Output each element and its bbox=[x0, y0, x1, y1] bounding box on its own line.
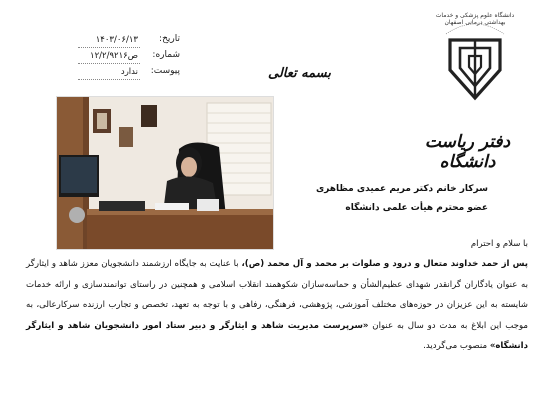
addressee-block bbox=[316, 180, 488, 218]
date-row bbox=[40, 34, 180, 50]
attachment-dotted-line bbox=[78, 79, 140, 80]
attachment-label: پیوست: bbox=[150, 66, 180, 76]
date-dotted-line bbox=[78, 47, 140, 48]
office-title: دفتر ریاست دانشگاه bbox=[424, 132, 511, 172]
number-label: شماره: bbox=[152, 50, 180, 60]
salutation: با سلام و احترام bbox=[470, 239, 528, 249]
attachment-row bbox=[40, 66, 180, 82]
number-row bbox=[40, 50, 180, 66]
besmeh-calligraphy: بسمه تعالی bbox=[268, 66, 331, 81]
logo-arc-text: دانشگاه علوم پزشکی و خدمات بهداشتی درمانی اصفهان bbox=[435, 12, 515, 26]
date-label: تاریخ: bbox=[159, 34, 180, 44]
body-text-1: با عنایت به جایگاه ارزشمند دانشجویان معزز شاهد و ایثارگر به عنوان یادگاران گرانقدر شهدای عظیم‌الشأن و حماسه‌سازان شکوهمند انقلاب اسلامی و همچنین در راستای توانمندسازی و ارائه خدمات شایسته به این عزیزان در حوزه‌های مختلف آموزشی، پژوهشی، فرهنگی، رفاهی و با توجه به تعهد، تخصص و تجارب ارزنده سرکارعالی، به موجب این ابلاغ به مدت دو سال به عنوان bbox=[26, 259, 528, 331]
addressee-name: سرکار خانم دکتر مریم عمیدی مظاهری bbox=[315, 184, 488, 194]
appointee-photo bbox=[56, 96, 274, 250]
office-portrait-image bbox=[57, 97, 274, 250]
attachment-value: ندارد bbox=[120, 67, 138, 77]
date-value: ۱۴۰۳/۰۶/۱۳ bbox=[95, 35, 138, 45]
letter-meta bbox=[40, 34, 180, 82]
logo-emblem-icon bbox=[432, 6, 518, 104]
body-paragraph bbox=[26, 254, 528, 357]
opening-praise: پس از حمد خداوند متعال و درود و صلوات بر محمد و آل محمد (ص)، bbox=[241, 259, 528, 269]
body-text-2: منصوب می‌گردید. bbox=[423, 341, 490, 351]
university-logo bbox=[432, 6, 518, 104]
addressee-title: عضو محترم هیأت علمی دانشگاه bbox=[345, 203, 488, 213]
number-dotted-line bbox=[78, 63, 140, 64]
number-value: ۱۲/۲/۹۲۱۶ص bbox=[90, 51, 138, 61]
appointment-role: «سرپرست مدیریت شاهد و ایثارگر و دبیر ستاد امور دانشجویان شاهد و ایثارگر دانشگاه» bbox=[26, 320, 528, 351]
